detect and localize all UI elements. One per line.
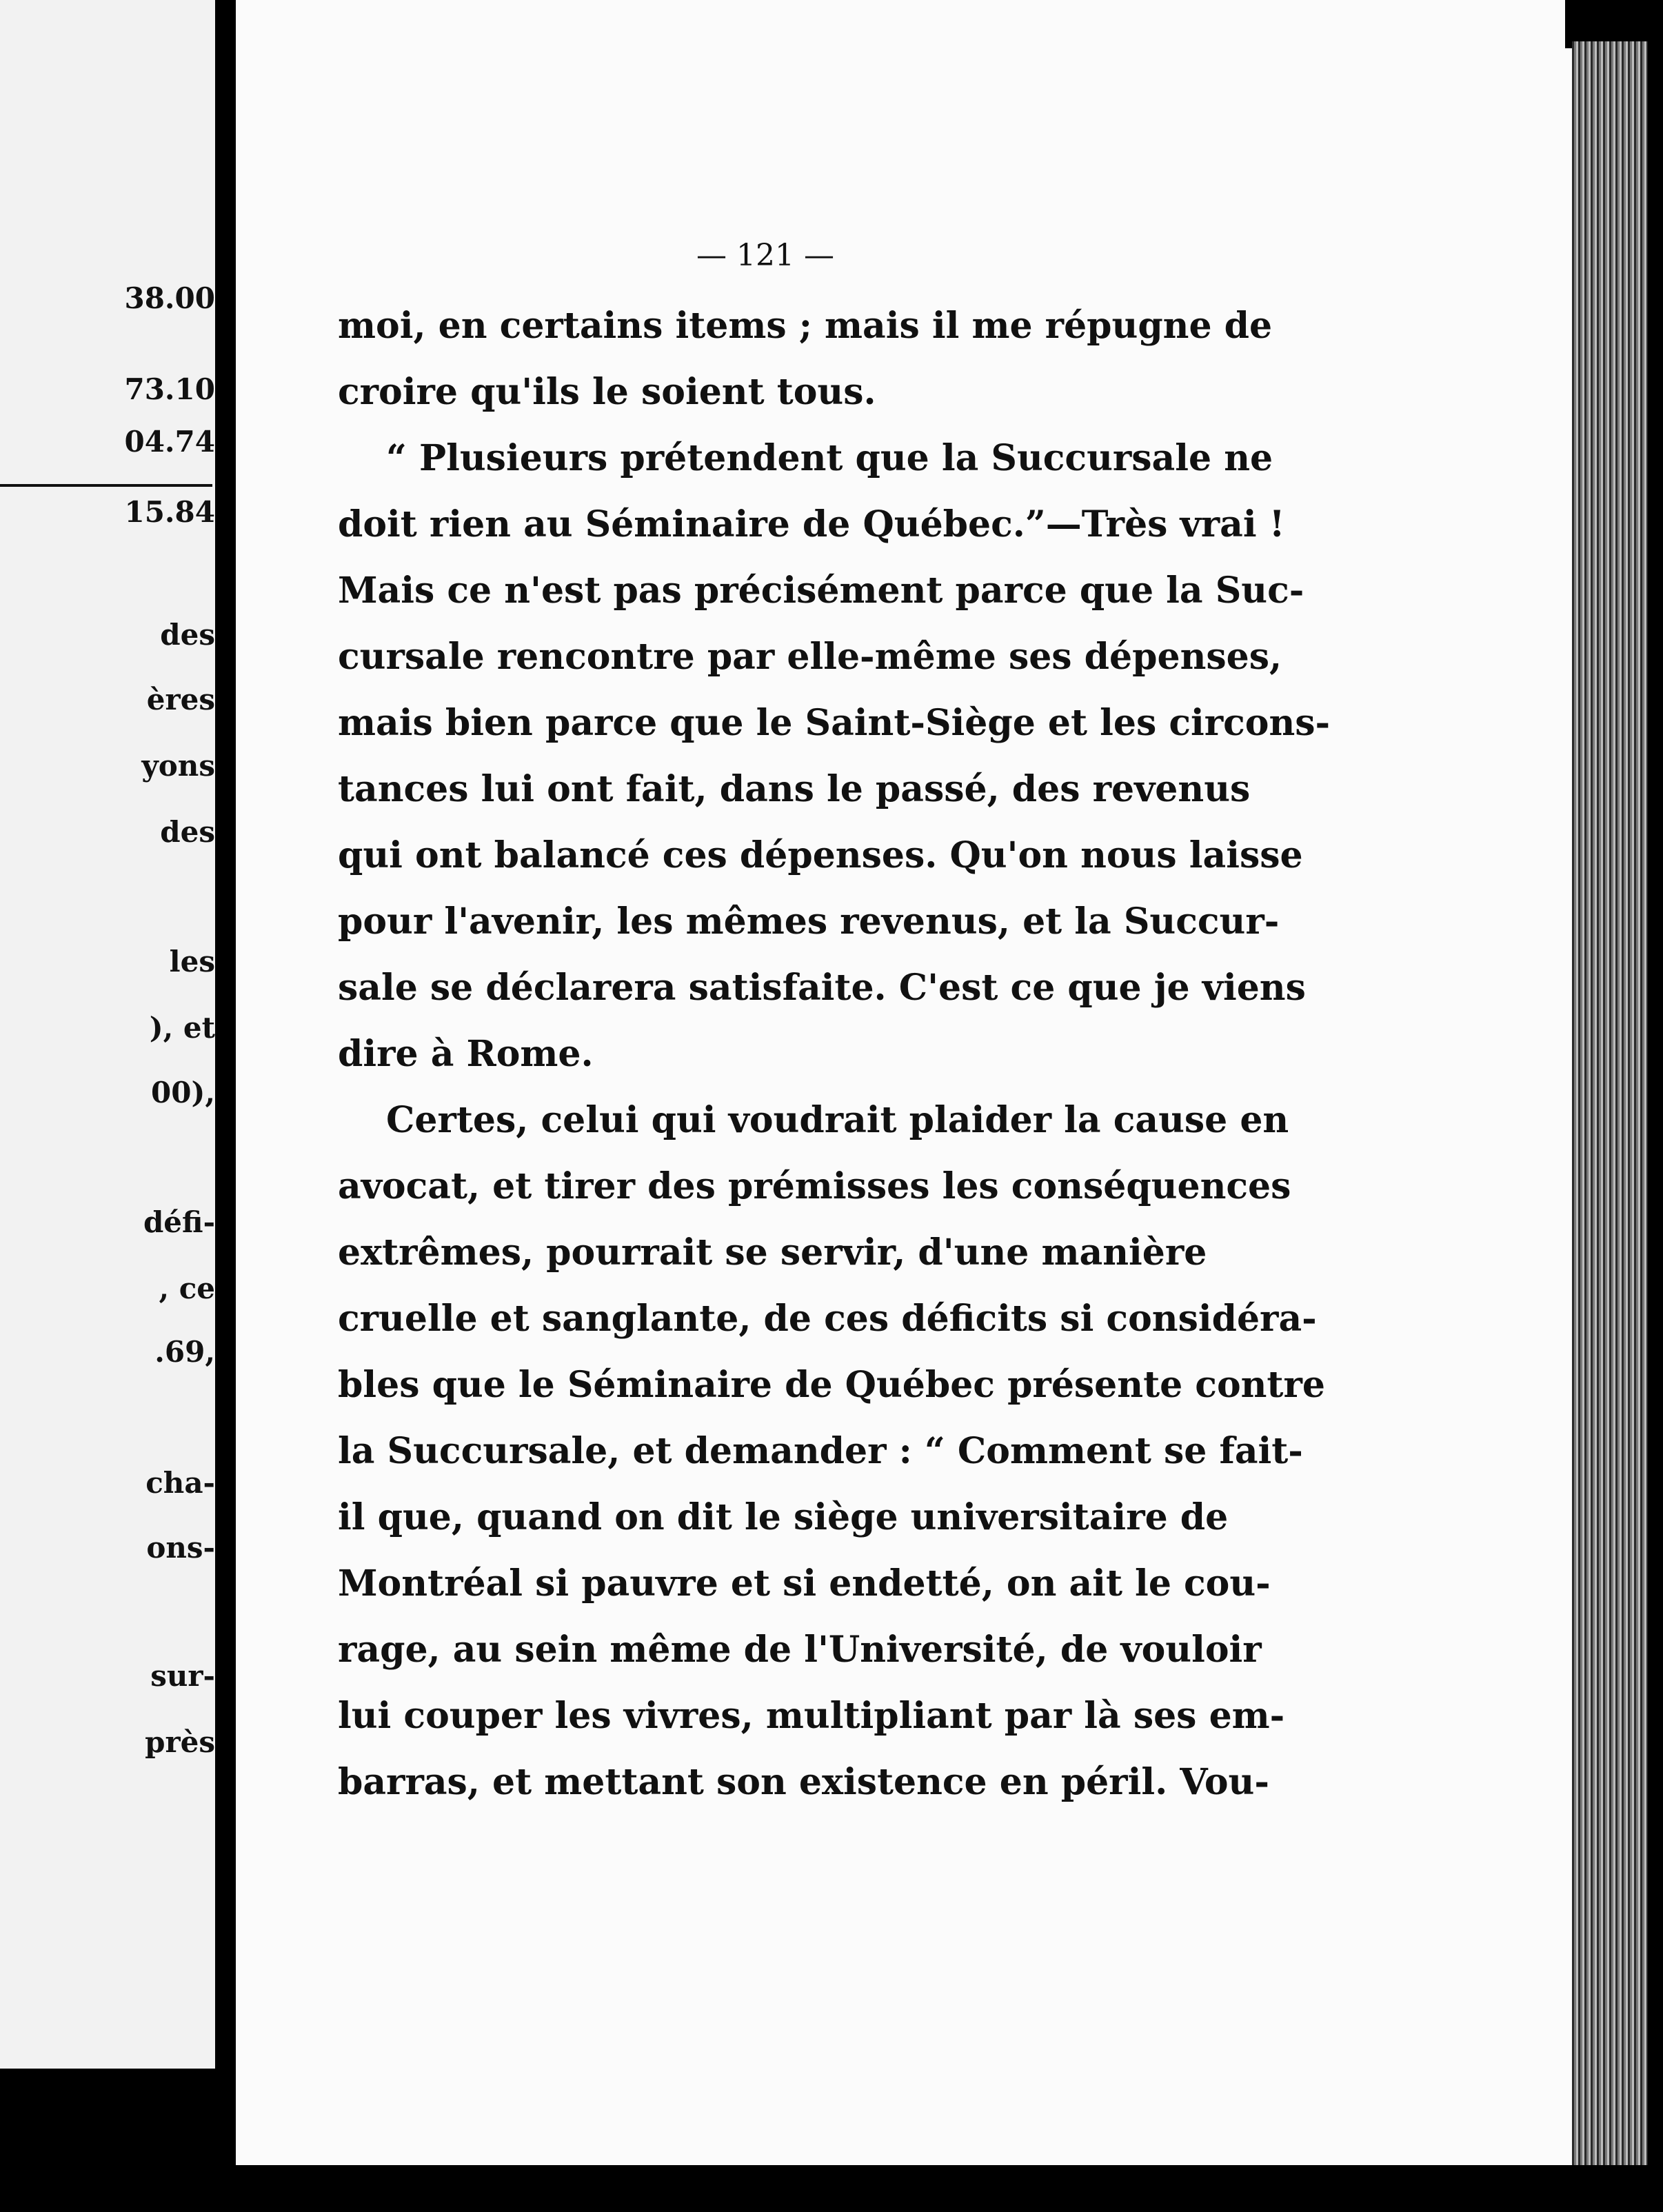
left-fragment: 04.74 xyxy=(124,425,215,459)
text-line: moi, en certains items ; mais il me répugne de xyxy=(338,305,1273,347)
left-sum-rule xyxy=(0,484,212,487)
text-line: sale se déclarera satisfaite. C'est ce que je viens xyxy=(338,967,1306,1009)
body-text xyxy=(338,293,1331,1816)
left-fragment: défi- xyxy=(143,1205,215,1239)
text-line: croire qu'ils le soient tous. xyxy=(338,371,876,413)
text-line: mais bien parce que le Saint-Siège et les circons- xyxy=(338,702,1331,744)
left-fragment: ères xyxy=(146,683,215,716)
bottom-border xyxy=(0,2165,1663,2212)
left-page-fragment xyxy=(0,0,215,2069)
text-line: la Succursale, et demander : “ Comment se fait- xyxy=(338,1430,1303,1472)
text-line: Certes, celui qui voudrait plaider la cause en xyxy=(386,1099,1289,1141)
text-line: rage, au sein même de l'Université, de vouloir xyxy=(338,1629,1262,1671)
text-line: qui ont balancé ces dépenses. Qu'on nous laisse xyxy=(338,834,1303,876)
left-fragment: yons xyxy=(141,749,215,783)
left-fragment: près xyxy=(145,1725,215,1759)
page-edges xyxy=(1572,41,1648,2165)
left-fragment: 00), xyxy=(151,1076,215,1109)
left-fragment: , ce xyxy=(159,1271,215,1305)
left-fragment: sur- xyxy=(150,1659,215,1693)
text-line: doit rien au Séminaire de Québec.”—Très vrai ! xyxy=(338,503,1285,545)
left-fragment: ), et xyxy=(149,1011,215,1045)
page-number: — 121 — xyxy=(696,238,834,273)
text-line: lui couper les vivres, multipliant par là ses em- xyxy=(338,1695,1285,1737)
text-line: barras, et mettant son existence en péril. Vou- xyxy=(338,1761,1269,1803)
text-line: cursale rencontre par elle-même ses dépenses, xyxy=(338,636,1282,678)
text-line: avocat, et tirer des prémisses les conséquences xyxy=(338,1165,1291,1207)
text-line: Mais ce n'est pas précisément parce que la Suc- xyxy=(338,570,1304,612)
left-fragment: ons- xyxy=(146,1531,215,1565)
text-line: tances lui ont fait, dans le passé, des revenus xyxy=(338,768,1251,810)
text-line: bles que le Séminaire de Québec présente contre xyxy=(338,1364,1325,1406)
left-fragment: 38.00 xyxy=(124,281,215,315)
left-fragment: les xyxy=(169,945,215,978)
book-gutter xyxy=(215,0,236,2212)
left-fragment: 15.84 xyxy=(124,495,215,529)
text-line: il que, quand on dit le siège universitaire de xyxy=(338,1496,1229,1538)
text-line: Montréal si pauvre et si endetté, on ait le cou- xyxy=(338,1562,1271,1605)
text-line: “ Plusieurs prétendent que la Succursale ne xyxy=(386,437,1273,479)
left-fragment: 73.10 xyxy=(124,372,215,406)
left-fragment: cha- xyxy=(145,1466,215,1500)
left-fragment: .69, xyxy=(154,1335,215,1369)
text-line: extrêmes, pourrait se servir, d'une manière xyxy=(338,1231,1207,1274)
text-line: cruelle et sanglante, de ces déficits si considéra- xyxy=(338,1298,1317,1340)
text-line: dire à Rome. xyxy=(338,1033,594,1075)
text-line: pour l'avenir, les mêmes revenus, et la Succur- xyxy=(338,901,1280,943)
left-fragment: des xyxy=(160,618,215,652)
left-fragment: des xyxy=(160,815,215,849)
